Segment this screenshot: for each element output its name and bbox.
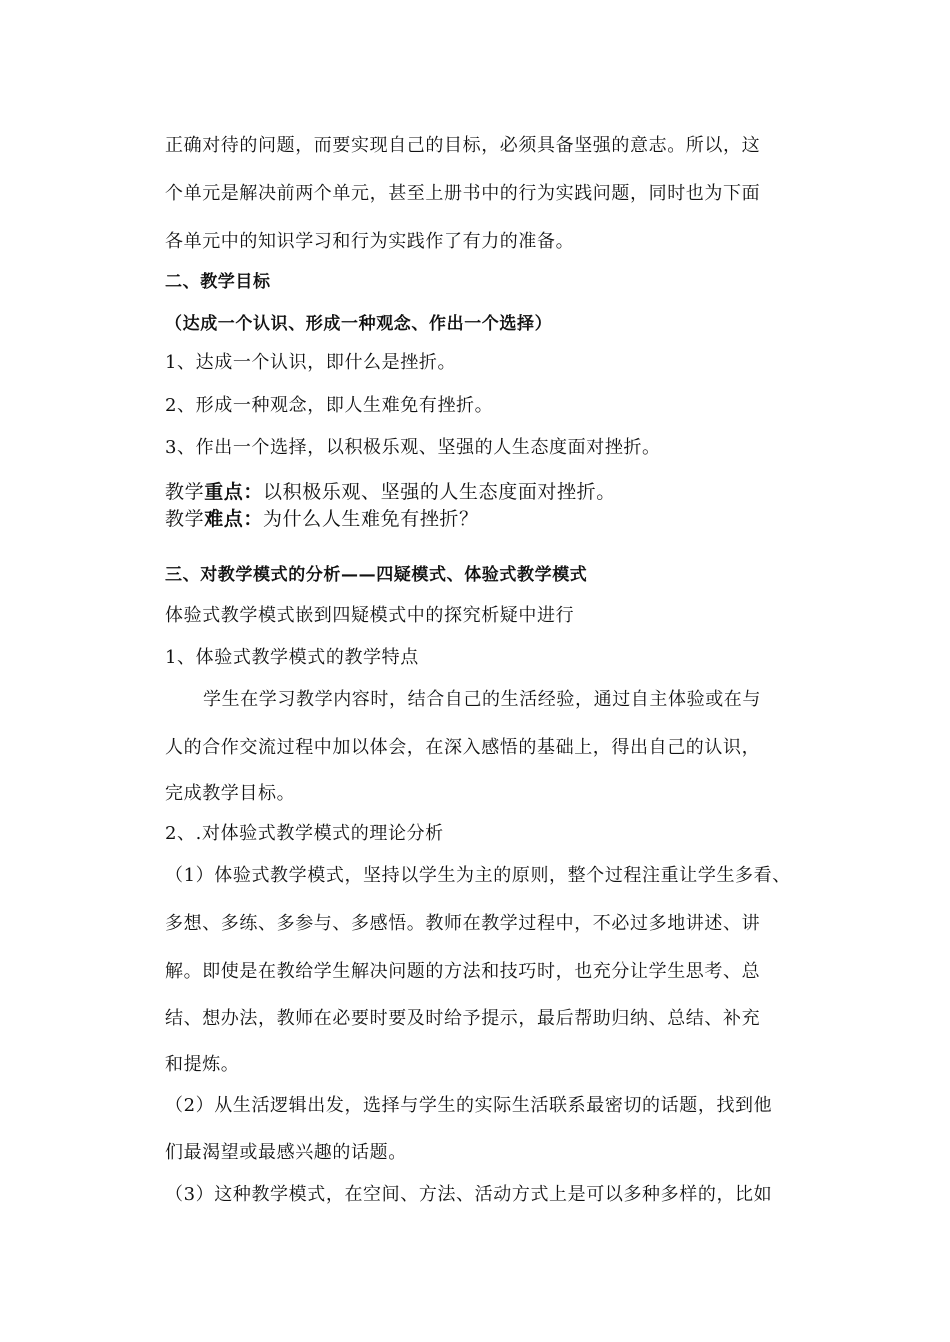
- analysis-1-line-5: 和提炼。: [165, 1054, 240, 1075]
- difficult-point-label: 难点：: [204, 508, 264, 530]
- analysis-3-line-1: （3）这种教学模式，在空间、方法、活动方式上是可以多种多样的，比如: [165, 1184, 773, 1205]
- key-point-label: 重点：: [204, 481, 264, 503]
- feature-para-line-1: 学生在学习教学内容时，结合自己的生活经验，通过自主体验或在与: [203, 689, 761, 710]
- key-point-text: 以积极乐观、坚强的人生态度面对挫折。: [263, 481, 616, 503]
- section-3-intro: 体验式教学模式嵌到四疑模式中的探究析疑中进行: [165, 605, 575, 626]
- difficult-point-prefix: 教学: [165, 508, 205, 530]
- analysis-2-line-1: （2）从生活逻辑出发，选择与学生的实际生活联系最密切的话题，找到他: [165, 1095, 773, 1116]
- analysis-1-line-1: （1）体验式教学模式，坚持以学生为主的原则，整个过程注重让学生多看、: [165, 865, 791, 886]
- key-point: [165, 480, 616, 504]
- analysis-1-line-2: 多想、多练、多参与、多感悟。教师在教学过程中，不必过多地讲述、讲: [165, 913, 761, 934]
- section-2-subheading: （达成一个认识、形成一种观念、作出一个选择）: [165, 314, 553, 334]
- goal-item-3: 3、作出一个选择，以积极乐观、坚强的人生态度面对挫折。: [165, 437, 661, 458]
- key-point-prefix: 教学: [165, 481, 205, 503]
- goal-item-2: 2、形成一种观念，即人生难免有挫折。: [165, 395, 494, 416]
- feature-para-line-2: 人的合作交流过程中加以体会，在深入感悟的基础上，得出自己的认识，: [165, 737, 761, 758]
- goal-item-1: 1、达成一个认识，即什么是挫折。: [165, 352, 457, 373]
- analysis-1-line-4: 结、想办法，教师在必要时要及时给予提示，最后帮助归纳、总结、补充: [165, 1008, 761, 1029]
- intro-line-3: 各单元中的知识学习和行为实践作了有力的准备。: [165, 231, 575, 252]
- feature-para-line-3: 完成教学目标。: [165, 783, 296, 804]
- analysis-1-line-3: 解。即使是在教给学生解决问题的方法和技巧时，也充分让学生思考、总: [165, 961, 761, 982]
- section-3-sub-1: 1、体验式教学模式的教学特点: [165, 647, 419, 668]
- difficult-point-text: 为什么人生难免有挫折？: [263, 508, 479, 530]
- analysis-2-line-2: 们最渴望或最感兴趣的话题。: [165, 1142, 407, 1163]
- section-3-sub-2: 2、.对体验式教学模式的理论分析: [165, 823, 444, 844]
- difficult-point: [165, 507, 479, 531]
- intro-line-2: 个单元是解决前两个单元，甚至上册书中的行为实践问题，同时也为下面: [165, 183, 761, 204]
- section-3-heading: 三、对教学模式的分析——四疑模式、体验式教学模式: [165, 565, 588, 585]
- section-2-heading: 二、教学目标: [165, 272, 271, 292]
- intro-line-1: 正确对待的问题，而要实现自己的目标，必须具备坚强的意志。所以，这: [165, 135, 761, 156]
